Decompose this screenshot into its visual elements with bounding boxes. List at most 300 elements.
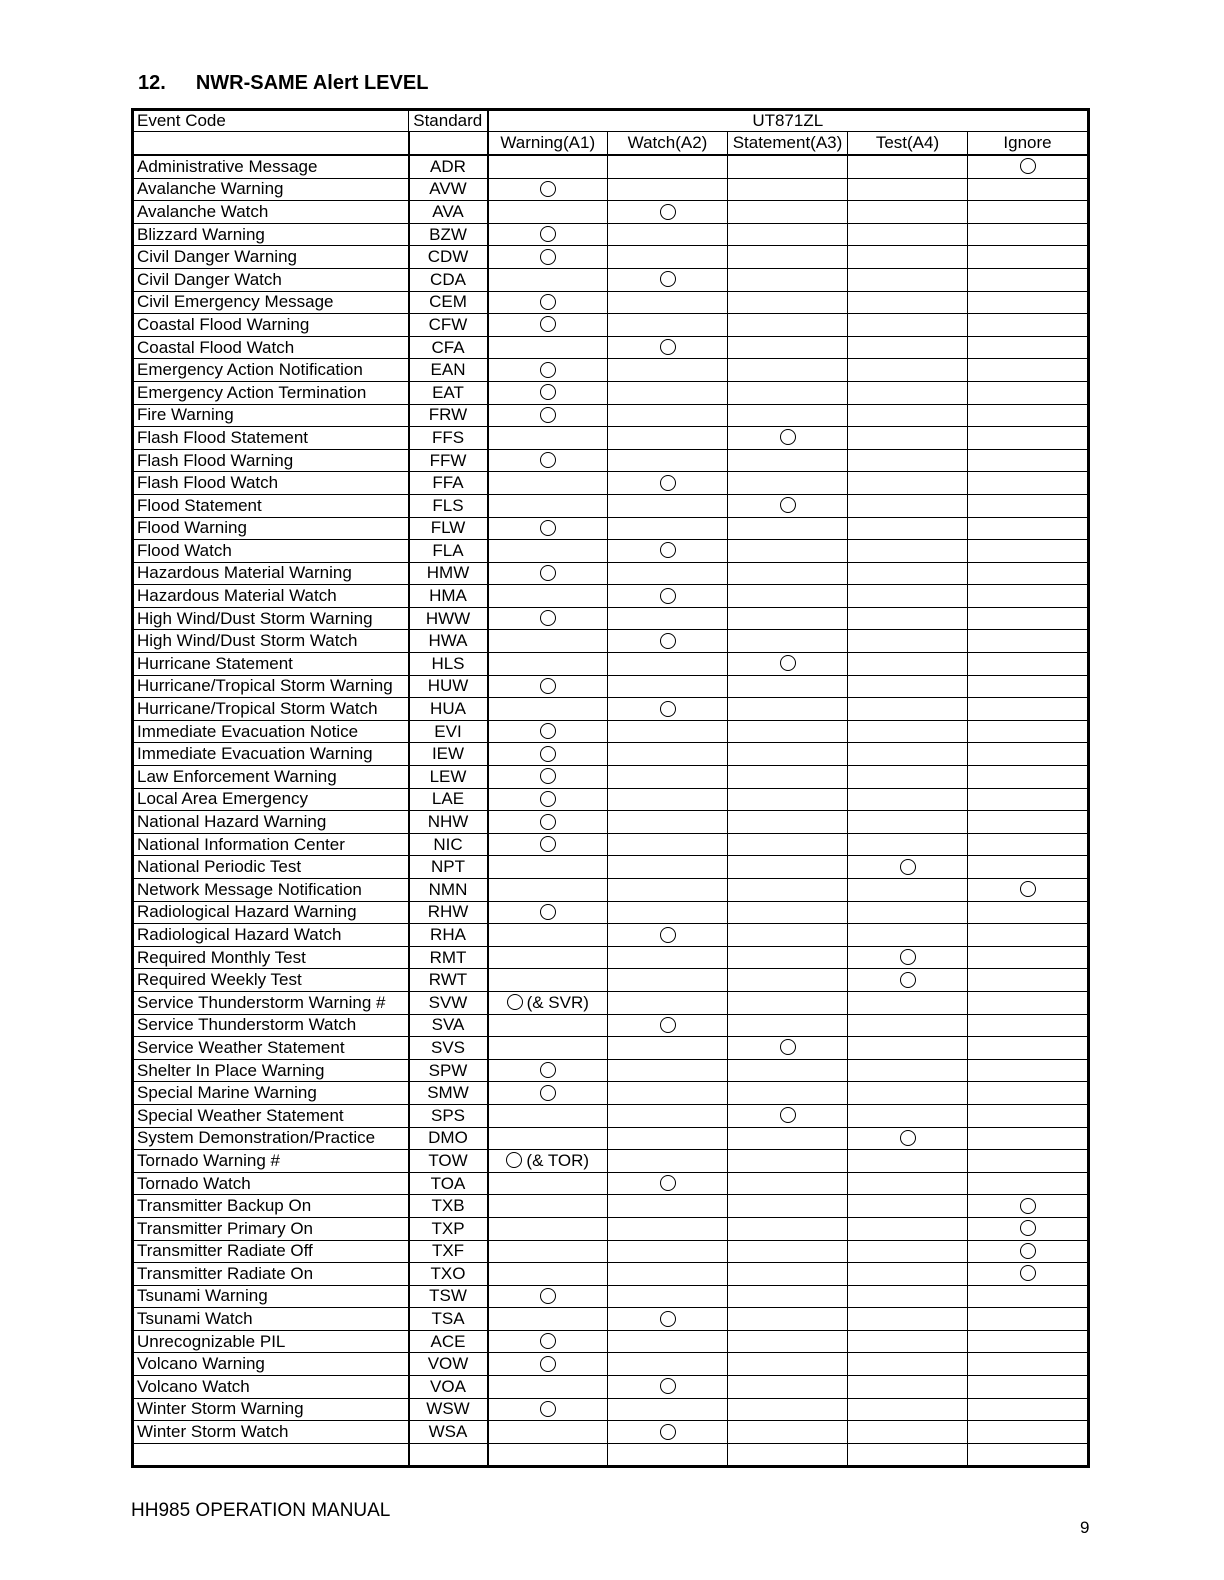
standard-code-cell: SMW: [409, 1082, 488, 1105]
level-cell: [968, 1014, 1089, 1037]
standard-code-cell: HWW: [409, 607, 488, 630]
circle-mark-icon: [660, 271, 676, 287]
circle-mark-icon: [900, 949, 916, 965]
level-cell: [608, 449, 728, 472]
level-cell: [488, 223, 608, 246]
level-cell: [848, 1127, 968, 1150]
level-cell: [968, 314, 1089, 337]
circle-mark-icon: [540, 904, 556, 920]
circle-mark-icon: [540, 1288, 556, 1304]
level-cell: [488, 1285, 608, 1308]
level-cell: [848, 155, 968, 178]
header-event-code: Event Code: [133, 110, 409, 132]
level-cell: [608, 969, 728, 992]
empty-cell: [488, 1443, 608, 1467]
level-cell: [968, 675, 1089, 698]
header-standard: Standard: [409, 110, 488, 132]
level-cell: [608, 653, 728, 676]
standard-code-cell: CEM: [409, 291, 488, 314]
level-cell: [728, 472, 848, 495]
level-cell: [488, 540, 608, 563]
event-name-cell: Winter Storm Warning: [133, 1398, 409, 1421]
level-cell: [728, 901, 848, 924]
standard-code-cell: EAN: [409, 359, 488, 382]
level-cell: [968, 1421, 1089, 1444]
level-cell: [968, 788, 1089, 811]
level-cell: [488, 585, 608, 608]
standard-code-cell: FLS: [409, 494, 488, 517]
event-name-cell: Shelter In Place Warning: [133, 1059, 409, 1082]
event-name-cell: National Hazard Warning: [133, 811, 409, 834]
level-cell: [728, 427, 848, 450]
level-cell: [488, 856, 608, 879]
circle-mark-icon: [540, 791, 556, 807]
standard-code-cell: SPS: [409, 1104, 488, 1127]
table-row: [133, 653, 1089, 676]
standard-code-cell: CDW: [409, 246, 488, 269]
event-name-cell: Tsunami Watch: [133, 1308, 409, 1331]
level-cell: [968, 924, 1089, 947]
level-cell: [608, 766, 728, 789]
level-cell: [728, 155, 848, 178]
level-cell: [608, 1127, 728, 1150]
table-row: [133, 472, 1089, 495]
circle-mark-icon: [540, 678, 556, 694]
circle-mark-icon: [1020, 1243, 1036, 1259]
circle-mark-icon: [660, 204, 676, 220]
level-cell: [848, 562, 968, 585]
event-name-cell: Flood Warning: [133, 517, 409, 540]
table-row: [133, 991, 1089, 1014]
event-name-cell: Hurricane/Tropical Storm Watch: [133, 698, 409, 721]
circle-mark-icon: [660, 475, 676, 491]
header-blank-standard: [409, 132, 488, 156]
level-cell: [608, 879, 728, 902]
level-cell: [608, 314, 728, 337]
level-cell: [968, 336, 1089, 359]
level-cell: [728, 1263, 848, 1286]
standard-code-cell: AVA: [409, 201, 488, 224]
level-cell: [608, 856, 728, 879]
level-cell: [608, 1421, 728, 1444]
level-cell: [968, 946, 1089, 969]
level-cell: [848, 1059, 968, 1082]
level-cell: [848, 607, 968, 630]
standard-code-cell: TOA: [409, 1172, 488, 1195]
level-cell: [608, 788, 728, 811]
event-name-cell: Winter Storm Watch: [133, 1421, 409, 1444]
level-cell: [608, 1398, 728, 1421]
level-cell: [968, 698, 1089, 721]
circle-mark-icon: [540, 362, 556, 378]
level-cell: [488, 155, 608, 178]
circle-mark-icon: [660, 542, 676, 558]
level-cell: [728, 314, 848, 337]
standard-code-cell: WSA: [409, 1421, 488, 1444]
level-note: (& TOR): [526, 1150, 590, 1170]
level-cell: [968, 1037, 1089, 1060]
event-name-cell: Unrecognizable PIL: [133, 1330, 409, 1353]
standard-code-cell: WSW: [409, 1398, 488, 1421]
level-cell: [728, 1240, 848, 1263]
table-row: [133, 1195, 1089, 1218]
level-cell: [608, 472, 728, 495]
circle-mark-icon: [660, 633, 676, 649]
standard-code-cell: VOW: [409, 1353, 488, 1376]
circle-mark-icon: [1020, 881, 1036, 897]
level-cell: [848, 381, 968, 404]
level-cell: [608, 223, 728, 246]
standard-code-cell: FLW: [409, 517, 488, 540]
level-cell: [848, 630, 968, 653]
event-name-cell: Blizzard Warning: [133, 223, 409, 246]
event-name-cell: Law Enforcement Warning: [133, 766, 409, 789]
level-cell: [968, 1104, 1089, 1127]
level-cell: [488, 607, 608, 630]
level-cell: [488, 1217, 608, 1240]
level-cell: [488, 246, 608, 269]
table-row: [133, 540, 1089, 563]
level-cell: [728, 766, 848, 789]
circle-mark-icon: [540, 226, 556, 242]
table-row: [133, 562, 1089, 585]
level-cell: [608, 585, 728, 608]
level-cell: [608, 1217, 728, 1240]
level-cell: [968, 223, 1089, 246]
table-row: [133, 1330, 1089, 1353]
level-cell: [488, 1353, 608, 1376]
level-cell: [968, 155, 1089, 178]
level-cell: [728, 991, 848, 1014]
level-cell: [728, 946, 848, 969]
level-cell: [488, 743, 608, 766]
alert-level-table-container: [131, 108, 1090, 1468]
circle-mark-icon: [660, 1017, 676, 1033]
level-cell: [728, 404, 848, 427]
level-cell: [608, 1195, 728, 1218]
event-name-cell: Hazardous Material Warning: [133, 562, 409, 585]
level-cell: [848, 314, 968, 337]
level-cell: [488, 359, 608, 382]
level-cell: [608, 404, 728, 427]
level-cell: [848, 901, 968, 924]
level-cell: [488, 924, 608, 947]
empty-cell: [133, 1443, 409, 1467]
level-cell: [488, 630, 608, 653]
event-name-cell: Special Weather Statement: [133, 1104, 409, 1127]
level-cell: [848, 924, 968, 947]
table-row: [133, 336, 1089, 359]
circle-mark-icon: [540, 723, 556, 739]
circle-mark-icon: [540, 1085, 556, 1101]
header-level-test: Test(A4): [848, 132, 968, 156]
level-cell: [488, 201, 608, 224]
level-cell: [848, 585, 968, 608]
level-cell: [968, 1330, 1089, 1353]
level-note: (& SVR): [526, 992, 589, 1012]
level-cell: [848, 223, 968, 246]
header-row-1: [133, 110, 1089, 132]
standard-code-cell: TXF: [409, 1240, 488, 1263]
standard-code-cell: RMT: [409, 946, 488, 969]
event-name-cell: Required Monthly Test: [133, 946, 409, 969]
table-row: [133, 201, 1089, 224]
standard-code-cell: NMN: [409, 879, 488, 902]
table-row: [133, 1059, 1089, 1082]
page-number: 9: [1080, 1518, 1090, 1537]
level-cell: [608, 1240, 728, 1263]
event-name-cell: Immediate Evacuation Warning: [133, 743, 409, 766]
table-row: [133, 698, 1089, 721]
level-cell: [728, 879, 848, 902]
event-name-cell: Emergency Action Notification: [133, 359, 409, 382]
level-cell: [848, 743, 968, 766]
level-cell: [608, 1330, 728, 1353]
manual-footer: HH985 OPERATION MANUAL: [131, 1500, 391, 1521]
level-cell: [728, 653, 848, 676]
table-row: [133, 381, 1089, 404]
level-cell: [728, 1104, 848, 1127]
event-name-cell: Civil Emergency Message: [133, 291, 409, 314]
event-name-cell: Avalanche Watch: [133, 201, 409, 224]
level-cell: [608, 336, 728, 359]
level-cell: [848, 404, 968, 427]
circle-mark-icon: [780, 655, 796, 671]
level-cell: [968, 291, 1089, 314]
header-model: UT871ZL: [488, 110, 1089, 132]
level-cell: [728, 585, 848, 608]
level-cell: [968, 359, 1089, 382]
level-cell: [608, 924, 728, 947]
header-level-watch: Watch(A2): [608, 132, 728, 156]
header-level-warning: Warning(A1): [488, 132, 608, 156]
level-cell: [728, 336, 848, 359]
level-cell: [608, 946, 728, 969]
circle-mark-icon: [900, 972, 916, 988]
standard-code-cell: TXP: [409, 1217, 488, 1240]
level-cell: [968, 1240, 1089, 1263]
level-cell: [848, 1398, 968, 1421]
level-cell: [728, 607, 848, 630]
table-row: [133, 924, 1089, 947]
table-row: [133, 291, 1089, 314]
level-cell: [488, 1398, 608, 1421]
standard-code-cell: TOW: [409, 1150, 488, 1173]
level-cell: [848, 653, 968, 676]
table-row: [133, 155, 1089, 178]
level-cell: [968, 607, 1089, 630]
level-cell: [848, 1308, 968, 1331]
level-cell: [728, 246, 848, 269]
level-cell: [728, 562, 848, 585]
level-cell: [968, 562, 1089, 585]
level-cell: [608, 1150, 728, 1173]
event-name-cell: Civil Danger Warning: [133, 246, 409, 269]
level-cell: [848, 811, 968, 834]
table-row: [133, 1172, 1089, 1195]
level-cell: [488, 1263, 608, 1286]
level-cell: [848, 359, 968, 382]
standard-code-cell: SVS: [409, 1037, 488, 1060]
level-cell: [848, 1285, 968, 1308]
level-cell: [848, 1263, 968, 1286]
empty-row: [133, 1443, 1089, 1467]
level-cell: [728, 268, 848, 291]
level-cell: [968, 630, 1089, 653]
level-cell: [848, 1195, 968, 1218]
event-name-cell: Volcano Warning: [133, 1353, 409, 1376]
circle-mark-icon: [540, 746, 556, 762]
event-name-cell: Service Thunderstorm Warning #: [133, 991, 409, 1014]
level-cell: [608, 359, 728, 382]
event-name-cell: Radiological Hazard Watch: [133, 924, 409, 947]
table-row: [133, 1104, 1089, 1127]
level-cell: [488, 268, 608, 291]
event-name-cell: Special Marine Warning: [133, 1082, 409, 1105]
header-blank-event: [133, 132, 409, 156]
level-cell: [488, 381, 608, 404]
level-cell: [848, 336, 968, 359]
level-cell: [848, 1217, 968, 1240]
table-row: [133, 766, 1089, 789]
level-cell: [608, 201, 728, 224]
level-cell: [488, 1376, 608, 1399]
standard-code-cell: NPT: [409, 856, 488, 879]
level-cell: [848, 1330, 968, 1353]
level-cell: [608, 698, 728, 721]
event-name-cell: Avalanche Warning: [133, 178, 409, 201]
level-cell: [608, 1376, 728, 1399]
level-cell: [488, 314, 608, 337]
level-cell: [968, 201, 1089, 224]
circle-mark-icon: [1020, 158, 1036, 174]
level-cell: [968, 901, 1089, 924]
table-row: [133, 833, 1089, 856]
level-cell: [968, 1082, 1089, 1105]
table-row: [133, 246, 1089, 269]
level-cell: [968, 653, 1089, 676]
circle-mark-icon: [660, 927, 676, 943]
table-row: [133, 1127, 1089, 1150]
level-cell: [728, 630, 848, 653]
table-body: [133, 155, 1089, 1467]
circle-mark-icon: [507, 994, 523, 1010]
level-cell: [608, 1308, 728, 1331]
level-cell: [488, 472, 608, 495]
circle-mark-icon: [1020, 1265, 1036, 1281]
level-cell: [968, 1376, 1089, 1399]
circle-mark-icon: [540, 520, 556, 536]
level-cell: [608, 268, 728, 291]
standard-code-cell: RHW: [409, 901, 488, 924]
table-row: [133, 1376, 1089, 1399]
event-name-cell: Local Area Emergency: [133, 788, 409, 811]
alert-level-table: [131, 108, 1090, 1468]
table-row: [133, 879, 1089, 902]
level-cell: [488, 833, 608, 856]
circle-mark-icon: [540, 316, 556, 332]
level-cell: [488, 698, 608, 721]
circle-mark-icon: [540, 249, 556, 265]
level-cell: [728, 1014, 848, 1037]
table-row: [133, 314, 1089, 337]
level-cell: [848, 291, 968, 314]
standard-code-cell: CFW: [409, 314, 488, 337]
level-cell: [728, 291, 848, 314]
circle-mark-icon: [660, 588, 676, 604]
table-row: [133, 1037, 1089, 1060]
event-name-cell: Coastal Flood Warning: [133, 314, 409, 337]
table-row: [133, 223, 1089, 246]
header-row-2: [133, 132, 1089, 156]
level-cell: [608, 494, 728, 517]
table-row: [133, 946, 1089, 969]
table-row: [133, 494, 1089, 517]
level-cell: [848, 1240, 968, 1263]
circle-mark-icon: [540, 1401, 556, 1417]
level-cell: [608, 811, 728, 834]
level-cell: [488, 720, 608, 743]
level-cell: [728, 1082, 848, 1105]
empty-cell: [409, 1443, 488, 1467]
standard-code-cell: HMW: [409, 562, 488, 585]
standard-code-cell: FFW: [409, 449, 488, 472]
table-row: [133, 901, 1089, 924]
level-cell: [848, 494, 968, 517]
level-cell: [728, 1172, 848, 1195]
level-cell: [488, 946, 608, 969]
table-row: [133, 607, 1089, 630]
event-name-cell: Flash Flood Warning: [133, 449, 409, 472]
level-cell: [968, 494, 1089, 517]
level-cell: [608, 246, 728, 269]
level-cell: [728, 1285, 848, 1308]
event-name-cell: Flood Watch: [133, 540, 409, 563]
level-cell: [608, 1104, 728, 1127]
level-cell: [848, 1172, 968, 1195]
level-cell: [968, 856, 1089, 879]
table-row: [133, 449, 1089, 472]
table-row: [133, 178, 1089, 201]
level-cell: [848, 991, 968, 1014]
event-name-cell: Administrative Message: [133, 155, 409, 178]
level-cell: [848, 833, 968, 856]
level-cell: [728, 833, 848, 856]
level-cell: [728, 494, 848, 517]
level-cell: [848, 766, 968, 789]
standard-code-cell: ACE: [409, 1330, 488, 1353]
header-level-ignore: Ignore: [968, 132, 1089, 156]
event-name-cell: Coastal Flood Watch: [133, 336, 409, 359]
level-cell: [608, 607, 728, 630]
standard-code-cell: RHA: [409, 924, 488, 947]
standard-code-cell: IEW: [409, 743, 488, 766]
standard-code-cell: EAT: [409, 381, 488, 404]
event-name-cell: Hurricane Statement: [133, 653, 409, 676]
event-name-cell: Tornado Watch: [133, 1172, 409, 1195]
level-cell: [488, 811, 608, 834]
circle-mark-icon: [540, 407, 556, 423]
table-row: [133, 1082, 1089, 1105]
level-cell: [608, 1014, 728, 1037]
level-cell: [728, 720, 848, 743]
table-row: [133, 517, 1089, 540]
level-cell: [728, 540, 848, 563]
table-row: [133, 675, 1089, 698]
level-cell: [848, 856, 968, 879]
level-cell: [848, 1082, 968, 1105]
level-cell: [968, 811, 1089, 834]
